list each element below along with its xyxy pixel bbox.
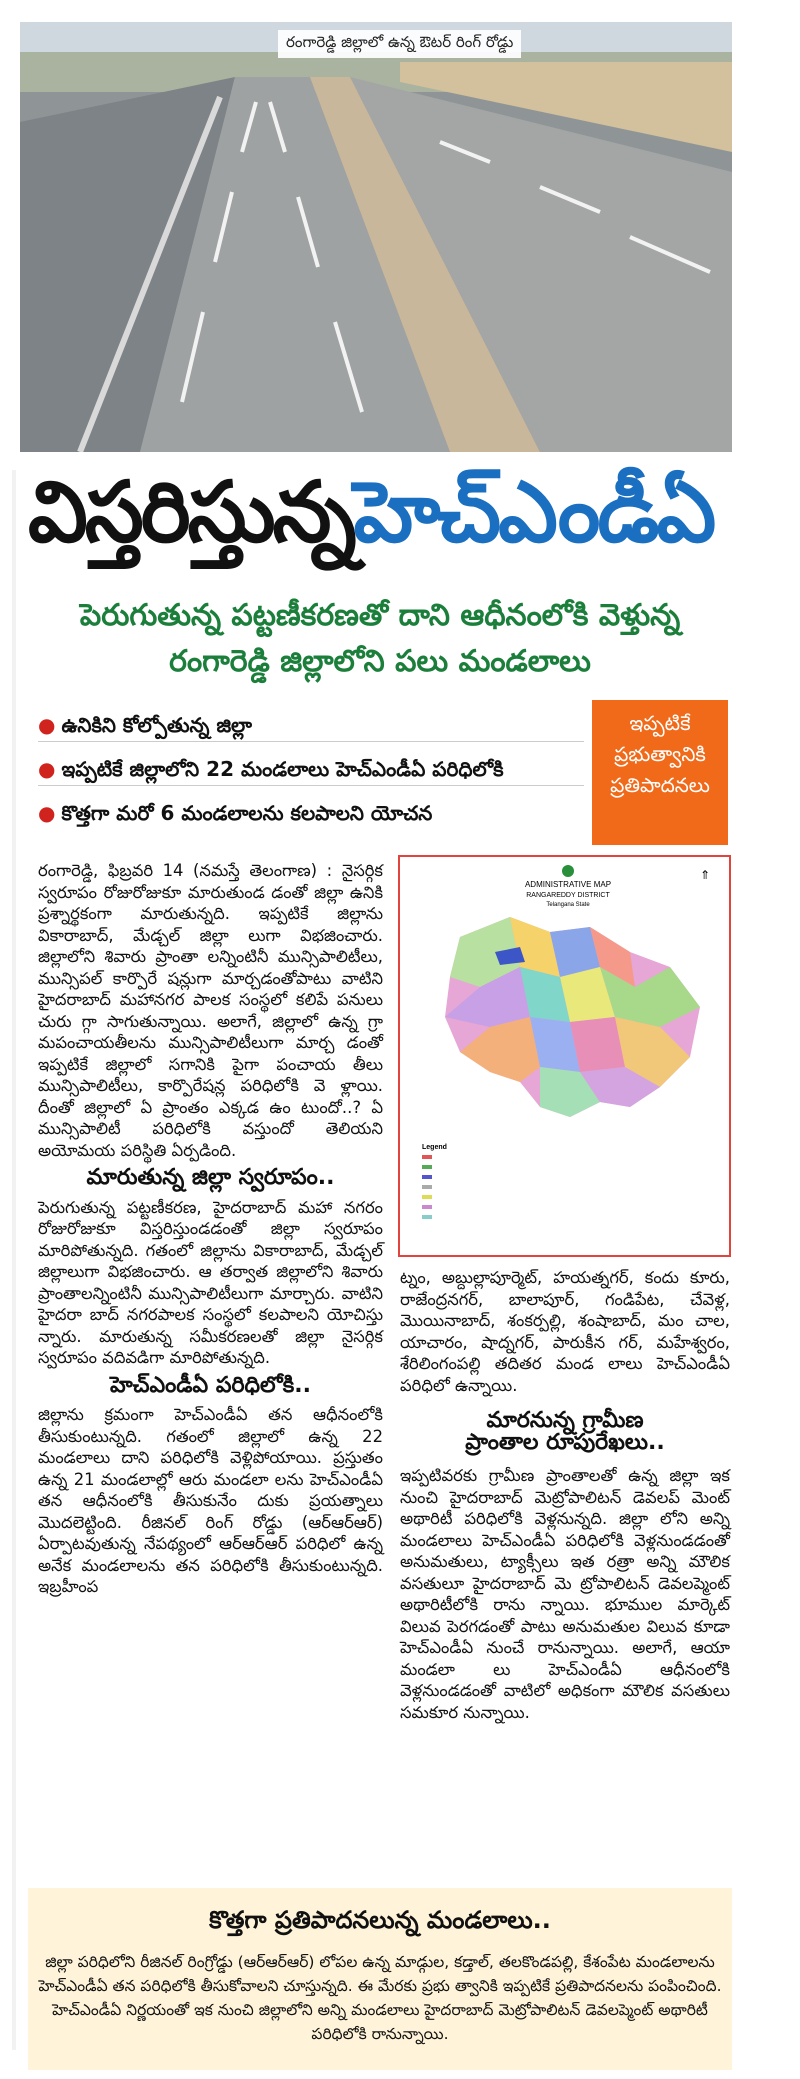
map-legend-title: Legend — [422, 1144, 447, 1151]
headline-part2: హెచ్ఎండీఏ — [353, 463, 714, 561]
bullet-item: ● ఇప్పటికే జిల్లాలోని 22 మండలాలు హెచ్ఎండీఏ పరిధిలోకి — [38, 752, 584, 786]
photo-caption: రంగారెడ్డి జిల్లాలో ఉన్న ఔటర్ రింగ్ రోడ్డు — [278, 30, 521, 58]
section-heading: మారుతున్న జిల్లా స్వరూపం.. — [86, 1165, 335, 1190]
callout-box — [592, 700, 728, 845]
paragraph: ట్నం, అబ్దుల్లాపూర్మెట్, హయత్నగర్, కందు కూరు, రాజేంద్రనగర్, బాలాపూర్, గండిపేట, చేవెళ్ల, మొయినాబాద్, శంకర్పల్లి, శంషాబాద్, మం చాల, యాచారం, షాద్నగర్, పారుకీన గర్, మహేశ్వరం, శేరిలింగంపల్లి తదితర మండ లాలు హెచ్ఎండీఏ పరిధిలో ఉన్నాయి. — [400, 1268, 730, 1395]
svg-text:⇑: ⇑ — [700, 868, 711, 882]
article-right-column — [400, 1267, 730, 1723]
headline-part1: విస్తరిస్తున్న — [28, 463, 354, 561]
paragraph: రంగారెడ్డి, ఫిబ్రవరి 14 (నమస్తే తెలంగాణ) : నైసర్గిక స్వరూపం రోజురోజుకూ మారుతుండ డంతో జిల్లా ఉనికి ప్రశ్నార్థకంగా మారుతున్నది. ఇప్పటికే జిల్లాను వికారాబాద్, మేడ్చల్ జిల్లా లుగా విభజించారు. జిల్లాలోని శివారు ప్రాంతా లన్నింటినీ మున్సిపాలిటీలు, మున్సిపల్ కార్పొరే షన్లుగా మార్చడంతోపాటు వాటిని హైదరాబాద్ మహానగర పాలక సంస్థలో కలిపే పనులు చురు గ్గా సాగుతున్నాయి. అలాగే, జిల్లాలో ఉన్న గ్రా మపంచాయతీలను మున్సిపాలిటీలుగా మార్చ డంతో ఇప్పటికే జిల్లాలో సగానికి పైగా పంచాయ తీలు మున్సిపాలిటీలు, కార్పొరేషన్ల పరిధిలోకి వె ళ్లాయి. దీంతో జిల్లాలో ఏ ప్రాంతం ఎక్కడ ఉం టుందో..? ఏ మున్సిపాలిటీ పరిధిలోకి వస్తుందో తెలియని అయోమయ పరిస్థితి ఏర్పడింది. — [38, 861, 383, 1160]
article-left-column — [38, 860, 383, 1598]
callout-line: ప్రభుత్వానికి — [614, 742, 706, 766]
section-heading: హెచ్ఎండీఏ పరిధిలోకి.. — [110, 1372, 311, 1398]
paragraph: పెరుగుతున్న పట్టణీకరణ, హైదరాబాద్ మహా నగరం రోజురోజుకూ విస్తరిస్తుండడంతో జిల్లా స్వరూపం మారిపోతున్నది. గతంలో జిల్లాను వికారాబాద్, మేడ్చల్ జిల్లాలుగా విభజించారు. ఆ తర్వాత జిల్లాలోని శివారు ప్రాంతాలన్నింటినీ మున్సిపాలిటీలుగా మార్చారు. వాటిని హైదరా బాద్ నగరపాలక సంస్థలో కలపాలని యోచిస్తు న్నారు. మారుతున్న సమీకరణలతో జిల్లా నైసర్గిక స్వరూపం వదివడిగా మారిపోతున్నది. — [38, 1197, 383, 1367]
section-heading: మారనున్న గ్రామీణ ప్రాంతాల రూపురేఖలు.. — [465, 1408, 665, 1455]
map-district: RANGAREDDY DISTRICT — [526, 892, 610, 899]
paragraph: జిల్లా పరిధిలోని రీజినల్ రింగ్రోడ్డు (ఆర్ఆర్ఆర్) లోపల ఉన్న మాడ్గుల, కడ్తాల్, తలకొండపల్లి, కేశంపేట మండలాలను హెచ్ఎండీఏ తన పరిధిలోకి తీసుకోవాలని చూస్తున్నది. ఈ మేరకు ప్రభు త్వానికి ఇప్పటికే ప్రతిపాదనలను పంపించింది. హెచ్ఎండీఏ నిర్ణయంతో ఇక నుంచి జిల్లాలోని అన్ని మండలాలు హైదరాబాద్ మెట్రోపాలిటన్ డెవలప్మెంట్ అథారిటీ పరిధిలోకి రానున్నాయి. — [38, 1953, 722, 2043]
map-state: Telangana State — [546, 902, 590, 908]
callout-line: ప్రతిపాదనలు — [610, 773, 710, 797]
paragraph: జిల్లాను క్రమంగా హెచ్ఎండీఏ తన ఆధీనంలోకి తీసుకుంటున్నది. గతంలో జిల్లాలో ఉన్న 22 మండలాలు దాని పరిధిలోకి వెళ్లిపోయాయి. ప్రస్తుతం ఉన్న 21 మండలాల్లో ఆరు మండలా లను హెచ్ఎండీఏ తన ఆధీనంలోకి తీసుకునేం దుకు ప్రయత్నాలు మొదలెట్టింది. రీజినల్ రింగ్ రోడ్డు (ఆర్ఆర్ఆర్) ఏర్పాటవుతున్న నేపథ్యంలో ఆర్ఆర్ఆర్ పరిధిలో ఉన్న అనేక మండలాలను తన పరిధిలోకి తీసుకుంటున్నది. ఇబ్రహీంప — [38, 1405, 383, 1596]
paragraph: ఇప్పటివరకు గ్రామీణ ప్రాంతాలతో ఉన్న జిల్లా ఇక నుంచి హైదరాబాద్ మెట్రోపాలిటన్ డెవలప్ మెంట్ అథారిటీ పరిధిలోకి వెళ్లనున్నది. జిల్లా లోని అన్ని మండలాలు హెచ్ఎండీఏ పరిధిలోకి వెళ్లనుండడంతో అనుమతులు, ట్యాక్సీలు ఇత రత్రా అన్ని మౌలిక వసతులూ హైదరాబాద్ మె ట్రోపాలిటన్ డెవలప్మెంట్ అథారిటీలోకి రాను న్నాయి. భూముల మార్కెట్ విలువ పెరగడంతో పాటు అనుమతుల విలువ కూడా హెచ్ఎండీఏ నుంచే రానున్నాయి. అలాగే, ఆయా మండలా లు హెచ్ఎండీఏ ఆధీనంలోకి వెళ్లనుండడంతో వాటిలో అధికంగా మౌలిక వసతులు సమకూర నున్నాయి. — [400, 1466, 730, 1722]
map-title: ADMINISTRATIVE MAP — [524, 880, 612, 889]
section-heading: కొత్తగా ప్రతిపాదనలున్న మండలాలు.. — [209, 1906, 551, 1934]
margin-rule — [12, 470, 16, 2050]
bottom-section — [28, 1888, 732, 2070]
callout-line: ఇప్పటికే — [629, 711, 691, 735]
district-map — [398, 855, 731, 1257]
bullet-item: ● కొత్తగా మరో 6 మండలాలను కలపాలని యోచన — [38, 801, 433, 825]
highway-photo — [20, 22, 732, 452]
bullet-list — [38, 708, 584, 840]
bullet-item: ● ఉనికిని కోల్పోతున్న జిల్లా — [38, 708, 584, 742]
subheading-line1: పెరుగుతున్న పట్టణీకరణతో దాని ఆధీనంలోకి వెళ్తున్న — [79, 598, 681, 633]
headline — [28, 458, 713, 567]
subheading-line2: రంగారెడ్డి జిల్లాలోని పలు మండలాలు — [169, 644, 591, 679]
